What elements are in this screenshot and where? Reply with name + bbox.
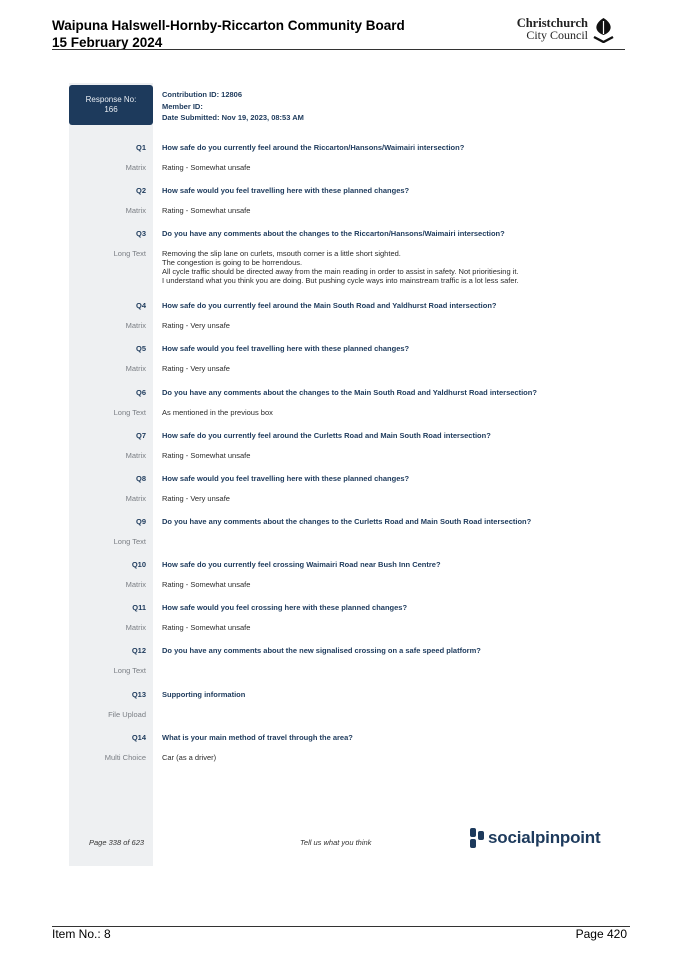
question-text: How safe would you feel travelling here with these planned changes? [162,344,410,353]
answer-line: All cycle traffic should be directed away from the main reading in order to assist in safety. Not prioritiesing it. [162,267,519,276]
question-number: Q5 [135,344,146,353]
question-type: Matrix [125,364,146,373]
response-number: 166 [104,105,118,114]
question-type: Matrix [125,623,146,632]
socialpinpoint-icon [470,828,484,848]
answer-line: The congestion is going to be horrendous. [162,258,303,267]
question-text: Do you have any comments about the changes to the Riccarton/Hansons/Waimairi intersection? [162,229,505,238]
question-type: Matrix [125,321,146,330]
question-number: Q4 [135,301,146,310]
socialpinpoint-wordmark: socialpinpoint [488,828,601,847]
question-type: Matrix [125,451,146,460]
answer-line: Rating - Very unsafe [162,321,230,330]
question-text: Do you have any comments about the changes to the Main South Road and Yaldhurst Road intersection? [162,388,537,397]
question-text: Do you have any comments about the changes to the Curletts Road and Main South Road intersection? [162,517,532,526]
answer-line: Rating - Very unsafe [162,494,230,503]
answer-line: Rating - Somewhat unsafe [162,451,251,460]
logo-line-1: Christchurch [516,16,588,30]
question-type: Long Text [113,249,146,258]
council-emblem-icon [591,17,616,43]
member-id: Member ID: [162,101,203,111]
footer-divider [52,926,630,927]
council-logo [516,17,616,43]
question-type: Matrix [125,580,146,589]
answer-line: I understand what you think you are doing. But pushing cycle ways into mainstream traffic is a lot less safer. [162,276,519,285]
logo-line-2: City Council [526,28,588,42]
question-text: How safe do you currently feel crossing Waimairi Road near Bush Inn Centre? [162,560,441,569]
question-text: How safe would you feel crossing here with these planned changes? [162,603,408,612]
socialpinpoint-logo [470,826,600,850]
answer-line: Car (as a driver) [162,753,217,762]
question-number: Q1 [135,143,146,152]
question-text: How safe do you currently feel around the Curletts Road and Main South Road intersection? [162,431,491,440]
submission-meta [162,89,304,124]
question-number: Q10 [131,560,146,569]
question-number: Q8 [135,474,146,483]
item-number: Item No.: 8 [52,927,111,941]
page-number: Page 420 [575,927,627,941]
question-type: Matrix [125,163,146,172]
question-number: Q7 [135,431,146,440]
date-submitted: Date Submitted: Nov 19, 2023, 08:53 AM [162,113,304,122]
question-type: Long Text [113,408,146,417]
answer-line: Rating - Very unsafe [162,364,230,373]
answer-line: Rating - Somewhat unsafe [162,623,251,632]
answer-line: Removing the slip lane on curlets, msouth corner is a little short sighted. [162,249,401,258]
form-tagline: Tell us what you think [300,838,372,847]
contribution-id: Contribution ID: 12806 [162,90,243,99]
header-divider [52,49,625,50]
question-number: Q11 [132,603,146,612]
question-type: Long Text [113,537,146,546]
answer-line: Rating - Somewhat unsafe [162,580,251,589]
answer-line: As mentioned in the previous box [162,408,273,417]
question-text: What is your main method of travel through the area? [162,733,353,742]
question-type: Long Text [113,666,146,675]
question-type: Multi Choice [104,753,146,762]
question-type: File Upload [108,710,146,719]
question-text: Do you have any comments about the new signalised crossing on a safe speed platform? [162,646,481,655]
question-number: Q14 [131,733,146,742]
answer-line: Rating - Somewhat unsafe [162,206,251,215]
question-number: Q9 [135,517,146,526]
question-text: How safe would you feel travelling here with these planned changes? [162,474,410,483]
response-label: Response No: [85,95,137,104]
question-number: Q13 [131,690,146,699]
question-number: Q12 [131,646,146,655]
question-text: Supporting information [162,690,246,699]
response-number-box [69,85,153,125]
answer-line: Rating - Somewhat unsafe [162,163,251,172]
question-number: Q2 [135,186,146,195]
question-number: Q3 [135,229,146,238]
question-type: Matrix [125,206,146,215]
question-text: How safe do you currently feel around the Riccarton/Hansons/Waimairi intersection? [162,143,465,152]
question-text: How safe would you feel travelling here with these planned changes? [162,186,410,195]
form-page-number: Page 338 of 623 [89,838,145,847]
question-text: How safe do you currently feel around the Main South Road and Yaldhurst Road intersection? [162,301,497,310]
question-number: Q6 [135,388,146,397]
meeting-date: 15 February 2024 [52,35,163,50]
board-name: Waipuna Halswell-Hornby-Riccarton Community Board [52,18,405,33]
question-type: Matrix [125,494,146,503]
document-header [52,17,405,51]
